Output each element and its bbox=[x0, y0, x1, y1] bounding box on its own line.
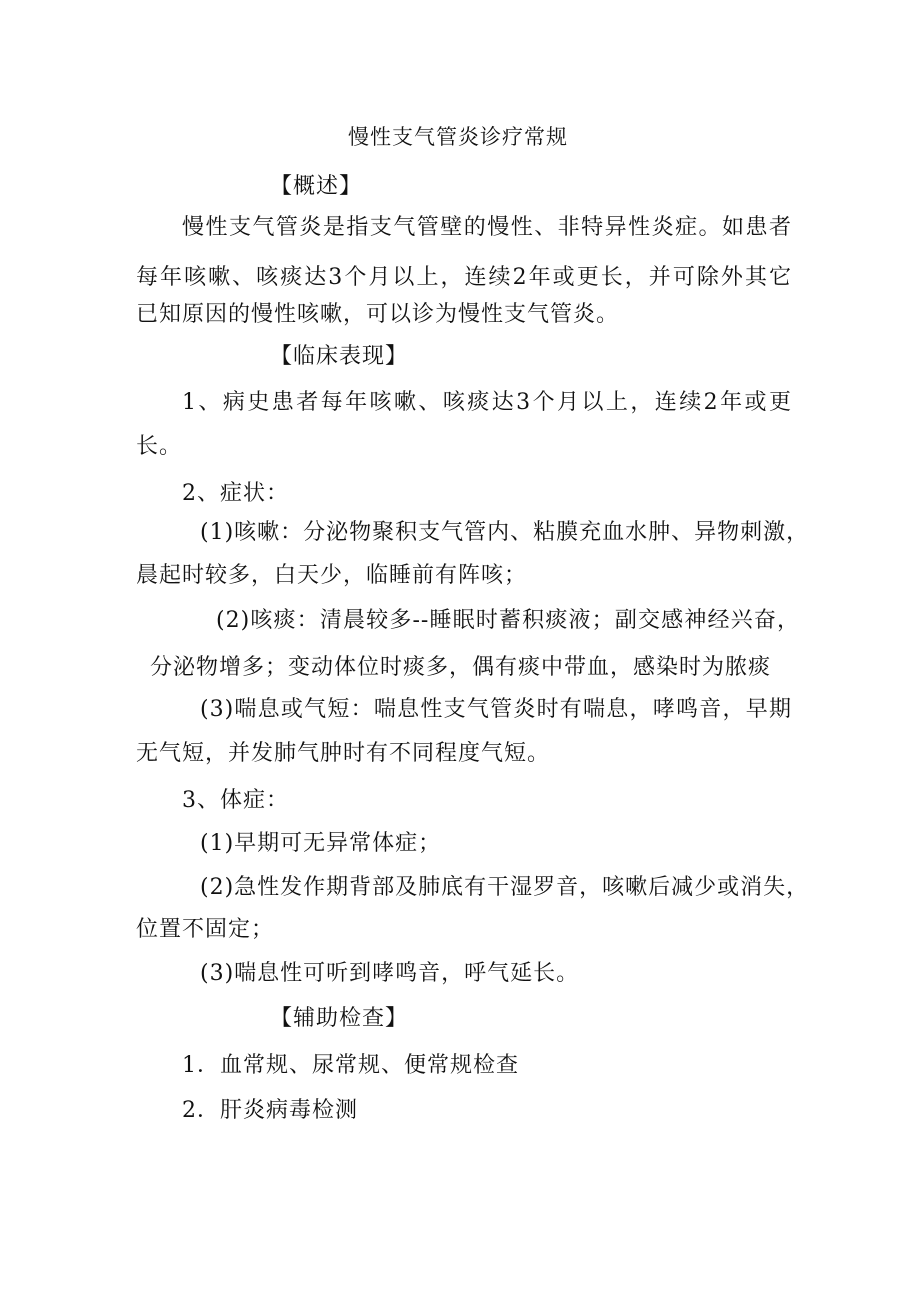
symptom-wheeze-line-2: 无气短，并发肺气肿时有不同程度气短。 bbox=[136, 741, 551, 766]
aux-item-2: 2．肝炎病毒检测 bbox=[182, 1098, 358, 1123]
sign-wheeze: (3)喘息性可听到哮鸣音，呼气延长。 bbox=[200, 961, 580, 986]
aux-heading: 【辅助检查】 bbox=[270, 1006, 409, 1031]
aux-item-1: 1．血常规、尿常规、便常规检查 bbox=[182, 1053, 519, 1078]
symptom-cough-line-2: 晨起时较多，白天少，临睡前有阵咳； bbox=[136, 563, 528, 588]
overview-line-1: 慢性支气管炎是指支气管壁的慢性、非特异性炎症。如患者 bbox=[182, 215, 792, 240]
sign-early: (1)早期可无异常体症； bbox=[200, 831, 442, 856]
sign-acute-line-1: (2)急性发作期背部及肺底有干湿罗音，咳嗽后减少或消失， bbox=[200, 875, 810, 900]
symptom-sputum-line-2: 分泌物增多；变动体位时痰多，偶有痰中带血，感染时为脓痰 bbox=[150, 655, 772, 680]
symptom-wheeze-line-1: (3)喘息或气短：喘息性支气管炎时有喘息，哮鸣音，早期 bbox=[200, 697, 792, 722]
clinical-heading: 【临床表现】 bbox=[270, 344, 409, 369]
symptom-cough-line-1: (1)咳嗽：分泌物聚积支气管内、粘膜充血水肿、异物刺激， bbox=[200, 520, 810, 545]
overview-heading: 【概述】 bbox=[270, 174, 363, 199]
overview-line-2: 每年咳嗽、咳痰达3个月以上，连续2年或更长，并可除外其它 bbox=[136, 265, 792, 290]
clinical-item1-line-2: 长。 bbox=[136, 434, 183, 459]
symptoms-title: 2、症状： bbox=[182, 481, 289, 506]
document-title: 慢性支气管炎诊疗常规 bbox=[348, 125, 568, 149]
sign-acute-line-2: 位置不固定； bbox=[136, 917, 275, 942]
clinical-item1-line-1: 1、病史患者每年咳嗽、咳痰达3个月以上，连续2年或更 bbox=[182, 390, 792, 415]
overview-line-3: 已知原因的慢性咳嗽，可以诊为慢性支气管炎。 bbox=[136, 302, 620, 327]
symptom-sputum-line-1: (2)咳痰：清晨较多--睡眠时蓄积痰液；副交感神经兴奋， bbox=[216, 608, 800, 633]
signs-title: 3、体症： bbox=[182, 788, 289, 813]
